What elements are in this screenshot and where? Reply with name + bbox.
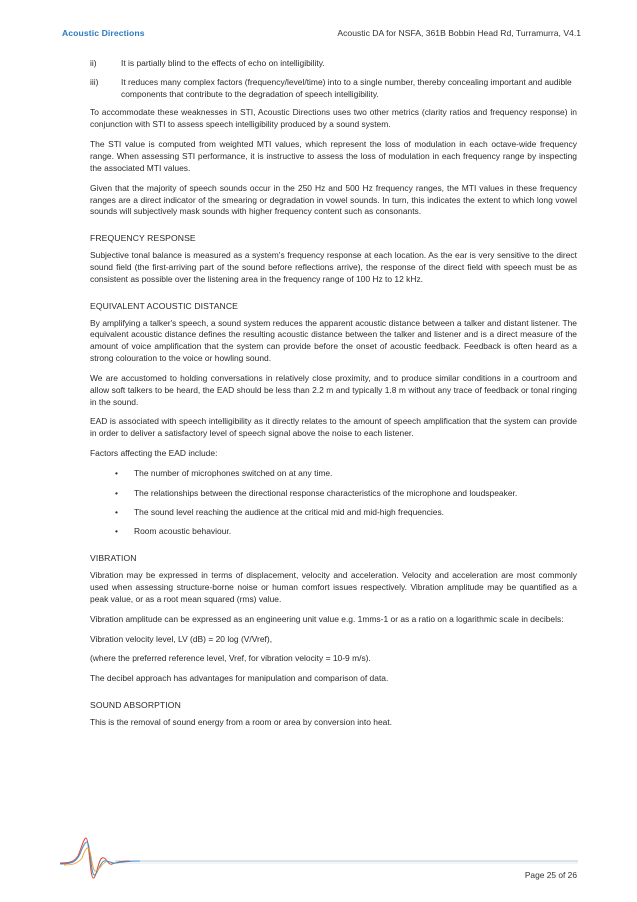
item-number: iii) — [90, 76, 99, 87]
bullet-icon: • — [115, 487, 118, 498]
bullet-icon: • — [115, 468, 118, 479]
section-heading-sound-absorption: SOUND ABSORPTION — [90, 700, 181, 711]
paragraph: Given that the majority of speech sounds occur in the 250 Hz and 500 Hz frequency ranges, the MTI values in these frequency ranges are a direct indicator of the smearing or degradation in vowel sounds. In turn, this indicates the extent to which long vowel sounds will subjectively mask sounds with higher frequency content such as consonants. — [90, 182, 577, 217]
wave-red — [60, 838, 130, 878]
paragraph: Vibration may be expressed in terms of displacement, velocity and acceleration. Velocity and acceleration are most commonly used when assessing structure-borne noise or human comfort issues respectively. Vibration amplitude may be quantified as a peak value, or as a root mean squared (rms) value. — [90, 569, 577, 604]
paragraph: This is the removal of sound energy from a room or area by conversion into heat. — [90, 717, 393, 728]
paragraph: The STI value is computed from weighted MTI values, which represent the loss of modulation in each octave-wide frequency range. When assessing STI performance, it is instructive to assess the loss of modulation in each frequency range by inspecting the associated MTI values. — [90, 139, 577, 173]
paragraph: Subjective tonal balance is measured as a system's frequency response at each location. As the ear is very sensitive to the direct sound field (the first-arriving part of the sound before reflections arrive), the response of the direct field with speech must be as consistent as possible over the listening area in the frequency range of 100 Hz to 12 kHz. — [90, 250, 577, 284]
numbered-item — [90, 77, 577, 101]
section-heading-frequency-response: FREQUENCY RESPONSE — [90, 233, 196, 244]
page-content — [90, 58, 577, 737]
paragraph: By amplifying a talker's speech, a sound system reduces the apparent acoustic distance between a talker and distant listener. The equivalent acoustic distance defines the resulting acoustic distance between the talker and listener and is a direct measure of the amount of voice amplification that the system can provide before the onset of acoustic feedback. Feedback is often heard as a strong colouration to the voice or howling sound. — [90, 317, 577, 363]
list-item: • Room acoustic behaviour. — [115, 526, 232, 537]
paragraph: (where the preferred reference level, Vref, for vibration velocity = 10-9 m/s). — [90, 653, 371, 664]
ead-factor-list — [90, 468, 577, 538]
paragraph: The decibel approach has advantages for manipulation and comparison of data. — [90, 673, 389, 684]
wave-orange — [64, 848, 106, 871]
page-number: Page 25 of 26 — [524, 870, 577, 880]
section-heading-ead: EQUIVALENT ACOUSTIC DISTANCE — [90, 300, 238, 311]
paragraph: EAD is associated with speech intelligibility as it directly relates to the amount of speech amplification that the system can provide in order to deliver a satisfactory level of speech signal above the noise to each listener. — [90, 416, 577, 439]
numbered-item — [90, 58, 577, 70]
item-number: ii) — [90, 58, 97, 68]
paragraph: Vibration velocity level, LV (dB) = 20 log (V/Vref), — [90, 633, 273, 644]
company-logo: Acoustic Directions — [62, 28, 145, 38]
bullet-icon: • — [115, 526, 118, 537]
list-item: • The number of microphones switched on at any time. — [115, 468, 333, 479]
page-header — [62, 28, 581, 44]
paragraph: Vibration amplitude can be expressed as an engineering unit value e.g. 1mms-1 or as a ratio on a logarithmic scale in decibels: — [90, 613, 564, 624]
item-text: It is partially blind to the effects of echo on intelligibility. — [121, 58, 325, 68]
wave-blue — [60, 842, 140, 875]
paragraph: Factors affecting the EAD include: — [90, 448, 218, 459]
document-title: Acoustic DA for NSFA, 361B Bobbin Head Rd, Turramurra, V4.1 — [337, 28, 581, 38]
paragraph: We are accustomed to holding conversations in relatively close proximity, and to produce similar conditions in a courtroom and allow soft talkers to be heard, the EAD should be less than 2.2 m and typically 1.8 m without any trace of feedback or tonal ringing in the sound. — [90, 372, 577, 407]
list-item: • The relationships between the directional response characteristics of the microphone and loudspeaker. — [115, 487, 518, 498]
list-item: • The sound level reaching the audience at the critical mid and mid-high frequencies. — [115, 506, 445, 517]
section-heading-vibration: VIBRATION — [90, 552, 137, 563]
waveform-footer-graphic — [60, 836, 580, 886]
paragraph: To accommodate these weaknesses in STI, Acoustic Directions uses two other metrics (clarity ratios and frequency response) in conjunction with STI to assess speech intelligibility produced by a sound system. — [90, 107, 577, 130]
bullet-icon: • — [115, 506, 118, 517]
item-text: It reduces many complex factors (frequency/level/time) into to a single number, thereby concealing important and audible components that contribute to the degradation of speech intelligibility. — [121, 76, 572, 99]
